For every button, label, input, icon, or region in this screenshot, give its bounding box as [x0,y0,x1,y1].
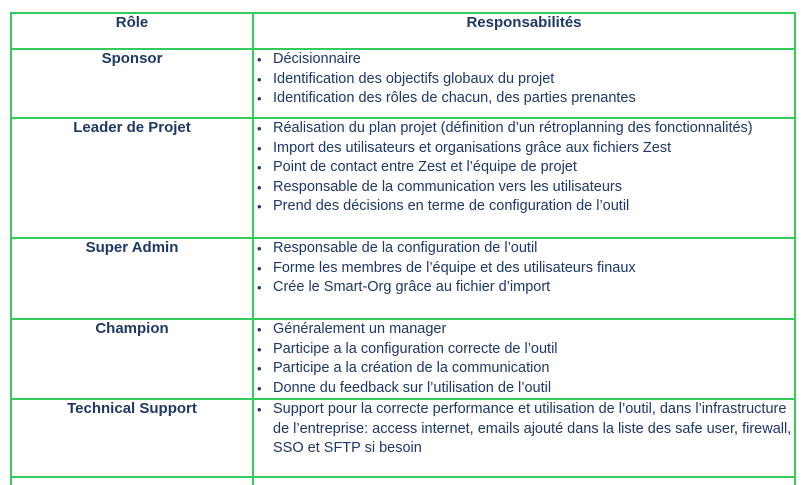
role-name: Technical Support [11,399,253,477]
responsibility-item: • Support pour la correcte performance et utilisation de l’outil, dans l’infrastructure de l’entreprise: access internet, emails ajouté dans la liste des safe user, firewall, SSO et SFTP si besoin [254,400,794,459]
responsibility-item: • Décisionnaire [254,50,794,70]
responsibility-item: • Participe a la création de la communication [254,359,794,379]
responsibilities-list [254,50,794,109]
responsibilities-cell [253,399,795,477]
responsibility-item: • Responsable de la communication vers les utilisateurs [254,178,794,198]
responsibilities-cell [253,118,795,238]
responsibilities-cell [253,49,795,118]
responsibility-item: • Identification des rôles de chacun, des parties prenantes [254,89,794,109]
responsibility-item: • Participe a la configuration correcte de l’outil [254,340,794,360]
role-name: Super Admin [11,238,253,319]
roles-responsibilities-table [10,12,796,485]
role-name: Sponsor [11,49,253,118]
responsibility-item: • Donne du feedback sur l’utilisation de l’outil [254,379,794,399]
table-row-super-admin [11,238,795,319]
responsibility-item: • Forme les membres de l’équipe et des utilisateurs finaux [254,259,794,279]
responsibility-item: • Réalisation du plan projet (définition d’un rétroplanning des fonctionnalités) [254,119,794,139]
responsibilities-list [254,400,794,459]
role-name: Leader de Projet [11,118,253,238]
column-header-role: Rôle [11,13,253,49]
responsibilities-cell [253,238,795,319]
table-row-clipped [11,477,795,485]
responsibility-item: • Point de contact entre Zest et l’équipe de projet [254,158,794,178]
responsibility-item: • Import des utilisateurs et organisations grâce aux fichiers Zest [254,139,794,159]
responsibilities-cell [253,319,795,399]
table-row-technical-support [11,399,795,477]
responsibilities-cell-empty [253,477,795,485]
role-name-empty [11,477,253,485]
table-row-leader-de-projet [11,118,795,238]
responsibility-item: • Prend des décisions en terme de configuration de l’outil [254,197,794,217]
responsibility-item: • Responsable de la configuration de l’outil [254,239,794,259]
responsibilities-list [254,119,794,217]
table-row-sponsor [11,49,795,118]
column-header-responsibilities: Responsabilités [253,13,795,49]
responsibility-item: • Généralement un manager [254,320,794,340]
role-name: Champion [11,319,253,399]
responsibilities-list [254,239,794,298]
responsibility-item: • Crée le Smart-Org grâce au fichier d’import [254,278,794,298]
responsibility-item: • Identification des objectifs globaux du projet [254,70,794,90]
table-row-champion [11,319,795,399]
table-header-row [11,13,795,49]
responsibilities-list [254,320,794,398]
